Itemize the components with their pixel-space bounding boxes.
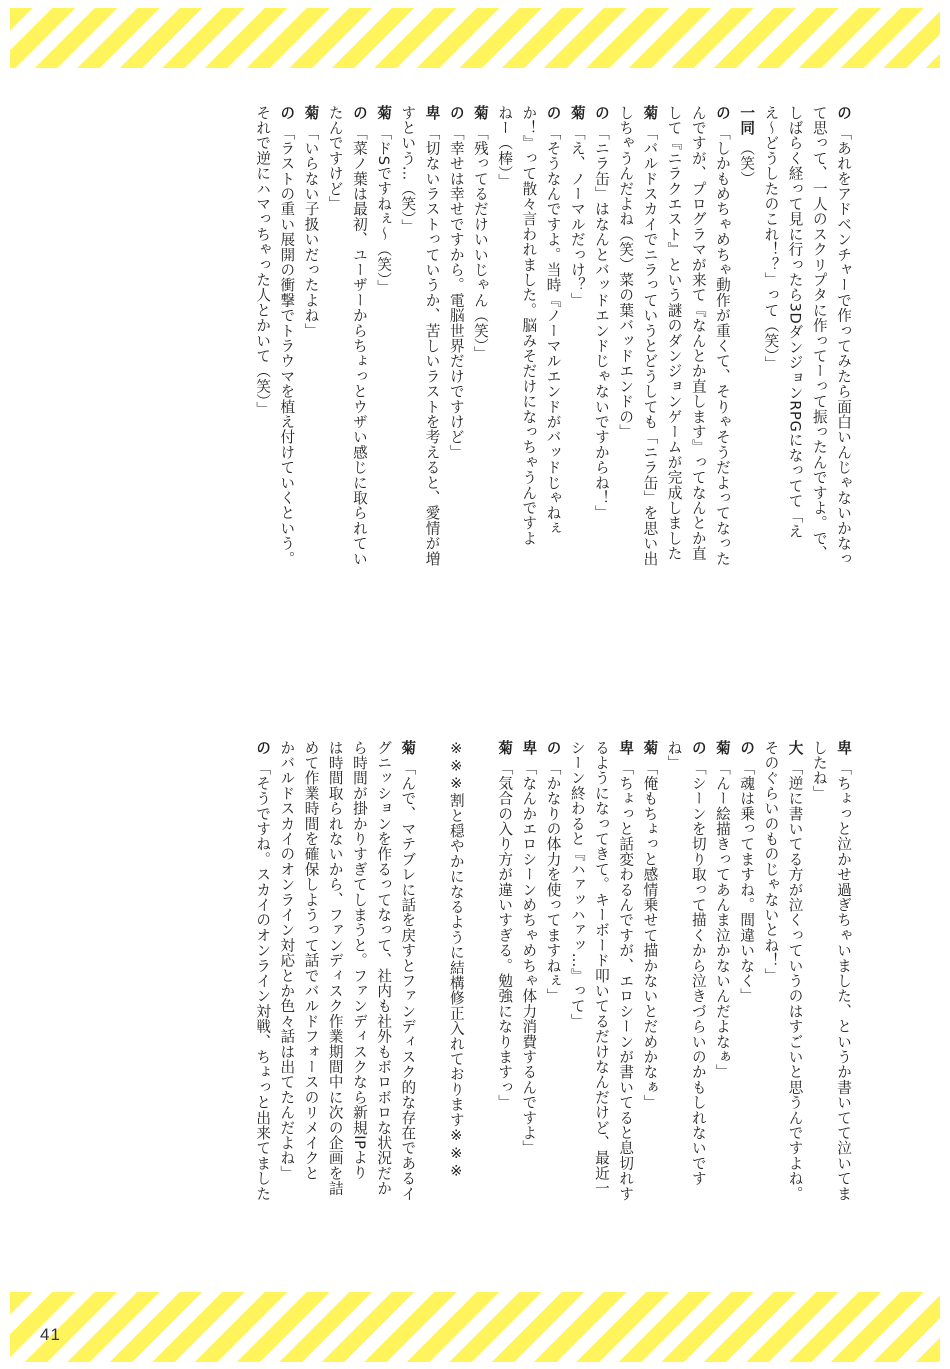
dialogue-line xyxy=(661,105,685,660)
dialogue-line xyxy=(613,105,637,660)
dialogue-line xyxy=(661,740,685,1270)
dialogue-text: 「菜ノ葉は最初、ユーザーからちょっとウザい感じに取られてい xyxy=(350,125,368,567)
dialogue-line xyxy=(734,740,758,1270)
speaker-label: 菊 xyxy=(375,105,393,121)
dialogue-line xyxy=(516,105,540,660)
dialogue-line xyxy=(589,740,613,1270)
dialogue-text: 「んー絵描きってあんま泣かないんだよなぁ」 xyxy=(713,760,731,1080)
dialogue-line xyxy=(516,740,540,1270)
dialogue-text xyxy=(424,740,441,745)
dialogue-text: 「ちょっと泣かせ過ぎちゃいました、というか書いてて泣いてま xyxy=(835,760,852,1202)
dialogue-line xyxy=(565,105,589,660)
dialogue-line xyxy=(831,740,855,1270)
dialogue-text: して『ニラクエスト』という謎のダンジョンゲームが完成しました xyxy=(665,105,683,561)
dialogue-text: 「なんかエロシーンめちゃめちゃ体力消費するんですよ」 xyxy=(520,760,538,1156)
speaker-label: の xyxy=(544,740,562,756)
dialogue-text: （笑） xyxy=(738,140,756,187)
dialogue-line xyxy=(395,740,419,1270)
dialogue-line xyxy=(540,740,564,1270)
dialogue-text: 「ドSですねぇ～（笑）」 xyxy=(375,125,393,296)
dialogue-line xyxy=(540,105,564,660)
dialogue-line xyxy=(419,740,443,1270)
speaker-label: 菊 xyxy=(496,740,514,756)
dialogue-text: 「俺もちょっと感情乗せて描かないとだめかなぁ」 xyxy=(641,760,659,1110)
dialogue-text: 「切ないラストっていうか、苦しいラストを考えると、愛情が増 xyxy=(423,125,441,567)
interview-text-upper xyxy=(115,105,855,660)
dialogue-text: すという…（笑）」 xyxy=(399,105,417,235)
dialogue-line xyxy=(298,740,322,1270)
dialogue-line xyxy=(686,105,710,660)
dialogue-text: したね」 xyxy=(810,740,828,801)
dialogue-text: 「しかもめちゃめちゃ動作が重くて、そりゃそうだよってなった xyxy=(713,125,731,567)
speaker-label: 菊 xyxy=(641,740,659,756)
speaker-label: の xyxy=(544,105,562,121)
dialogue-text: 「かなりの体力を使ってますねぇ」 xyxy=(544,760,562,1004)
dialogue-line xyxy=(782,105,806,660)
speaker-label: 卑 xyxy=(835,740,852,756)
speaker-label: の xyxy=(592,105,610,121)
speaker-label: 菊 xyxy=(641,105,659,121)
dialogue-text: え～どうしたのこれ！？」って（笑）」 xyxy=(762,105,780,372)
dialogue-line xyxy=(637,740,661,1270)
dialogue-line xyxy=(419,105,443,660)
dialogue-text: しちゃうんだよね（笑）菜の葉バッドエンドの」 xyxy=(617,105,635,440)
speaker-label: 一同 xyxy=(738,105,756,136)
dialogue-text: 「ニラ缶」はなんとバッドエンドじゃないですからね！」 xyxy=(592,125,610,521)
speaker-label: 卑 xyxy=(520,740,538,756)
speaker-label: 菊 xyxy=(471,105,489,121)
dialogue-text: ※※※割と穏やかになるように結構修正入れております※※※ xyxy=(447,740,465,1180)
dialogue-text: 「気合の入り方が違いすぎる。勉強になりますっ」 xyxy=(496,760,514,1110)
dialogue-line xyxy=(274,105,298,660)
dialogue-text: か！』って散々言われました。脳みそだけになっちゃうんですよ xyxy=(520,105,538,546)
dialogue-line xyxy=(637,105,661,660)
dialogue-text: めて作業時間を確保しようって話でバルドフォースのリメイクと xyxy=(302,740,320,1181)
dialogue-line xyxy=(613,740,637,1270)
dialogue-line xyxy=(758,105,782,660)
dialogue-line xyxy=(492,105,516,660)
dialogue-text: そのぐらいのものじゃないとね！」 xyxy=(762,740,780,984)
speaker-label: 菊 xyxy=(568,105,586,121)
speaker-label: 大 xyxy=(786,740,804,756)
dialogue-line xyxy=(807,740,831,1270)
dialogue-text: 「そうなんですよ。当時『ノーマルエンドがバッドじゃねぇ xyxy=(544,125,562,536)
dialogue-line xyxy=(782,740,806,1270)
speaker-label: の xyxy=(713,105,731,121)
dialogue-text: 「残ってるだけいいじゃん（笑）」 xyxy=(471,125,489,362)
dialogue-line xyxy=(274,740,298,1270)
speaker-label: の xyxy=(254,740,272,756)
speaker-label: の xyxy=(738,740,756,756)
bottom-stripe-banner xyxy=(10,1292,940,1362)
dialogue-text: 「幸せは幸せですから。電脳世界だけですけど」 xyxy=(447,125,465,460)
dialogue-line xyxy=(710,740,734,1270)
dialogue-text: かバルドスカイのオンライン対応とか色々話は出てたんだよね」 xyxy=(278,740,296,1181)
dialogue-line xyxy=(323,105,347,660)
speaker-label: 卑 xyxy=(617,740,635,756)
dialogue-line xyxy=(298,105,322,660)
speaker-label: 卑 xyxy=(423,105,441,121)
dialogue-line xyxy=(444,105,468,660)
dialogue-text: は時間取られないから、ファンディスク作業期間中に次の企画を詰 xyxy=(326,740,344,1196)
dialogue-text: 「え、ノーマルだっけ？」 xyxy=(568,125,586,308)
dialogue-text: 「シーンを切り取って描くから泣きづらいのかもしれないです xyxy=(689,760,707,1186)
dialogue-text xyxy=(472,740,489,745)
dialogue-text: 「逆に書いてる方が泣くっていうのはすごいと思うんですよね。 xyxy=(786,760,804,1202)
dialogue-text: んですが、プログラマが来て『なんとか直します』ってなんとか直 xyxy=(689,105,707,561)
speaker-label: の xyxy=(689,740,707,756)
speaker-label: 菊 xyxy=(713,740,731,756)
dialogue-line xyxy=(565,740,589,1270)
dialogue-text: 「魂は乗ってますね。間違いなく」 xyxy=(738,760,756,1004)
dialogue-text: ねー（棒）」 xyxy=(496,105,514,189)
dialogue-text: 「そうですね。スカイのオンライン対戦、ちょっと出来てました xyxy=(254,760,272,1202)
dialogue-line xyxy=(347,740,371,1270)
dialogue-text: それで逆にハマっちゃった人とかいて（笑）」 xyxy=(254,105,272,417)
dialogue-line xyxy=(468,105,492,660)
dialogue-line xyxy=(444,740,468,1270)
speaker-label: の xyxy=(447,105,465,121)
dialogue-line xyxy=(492,740,516,1270)
interview-text-lower xyxy=(115,740,855,1270)
dialogue-line xyxy=(710,105,734,660)
dialogue-text: グニッションを作るってなって、社内も社外もボロボロな状況だか xyxy=(375,740,393,1196)
dialogue-text: るようになってきて。キーボード叩いてるだけなんだけど、最近一 xyxy=(592,740,610,1196)
dialogue-line xyxy=(831,105,855,660)
dialogue-line xyxy=(468,740,492,1270)
dialogue-line xyxy=(589,105,613,660)
dialogue-text: て思って、一人のスクリプタに作ってーって振ったんですよ。で、 xyxy=(810,105,828,561)
dialogue-text: ら時間が掛かりすぎてしまうと。ファンディスクなら新規IPより xyxy=(350,740,368,1180)
speaker-label: の xyxy=(835,105,852,121)
dialogue-text: 「ラストの重い展開の衝撃でトラウマを植え付けていくという。 xyxy=(278,125,296,567)
speaker-label: の xyxy=(350,105,368,121)
dialogue-text: たんですけど」 xyxy=(326,105,344,212)
dialogue-text: 「んで、マテブレに話を戻すとファンディスク的な存在であるイ xyxy=(399,760,417,1202)
top-stripe-banner xyxy=(10,8,940,68)
dialogue-text: 「あれをアドベンチャーで作ってみたら面白いんじゃないかなっ xyxy=(835,125,852,567)
dialogue-text: 「バルドスカイでニラっていうとどうしても「ニラ缶」を思い出 xyxy=(641,125,659,567)
speaker-label: 菊 xyxy=(302,105,320,121)
dialogue-text: 「いらない子扱いだったよね」 xyxy=(302,125,320,339)
dialogue-line xyxy=(686,740,710,1270)
dialogue-text: 「ちょっと話変わるんですが、エロシーンが書いてると息切れす xyxy=(617,760,635,1202)
dialogue-text: しばらく経って見に行ったら3DダンジョンRPGになってて「え xyxy=(786,105,804,539)
dialogue-line xyxy=(758,740,782,1270)
dialogue-line xyxy=(371,740,395,1270)
dialogue-line xyxy=(250,740,274,1270)
speaker-label: の xyxy=(278,105,296,121)
dialogue-line xyxy=(395,105,419,660)
dialogue-text: シーン終わると『ハァッハァッ…』って」 xyxy=(568,740,586,1029)
dialogue-line xyxy=(347,105,371,660)
speaker-label: 菊 xyxy=(399,740,417,756)
dialogue-text: ね」 xyxy=(665,740,683,771)
dialogue-line xyxy=(250,105,274,660)
dialogue-line xyxy=(323,740,347,1270)
page-number: 41 xyxy=(40,1325,61,1344)
dialogue-line xyxy=(807,105,831,660)
dialogue-line xyxy=(371,105,395,660)
dialogue-line xyxy=(734,105,758,660)
